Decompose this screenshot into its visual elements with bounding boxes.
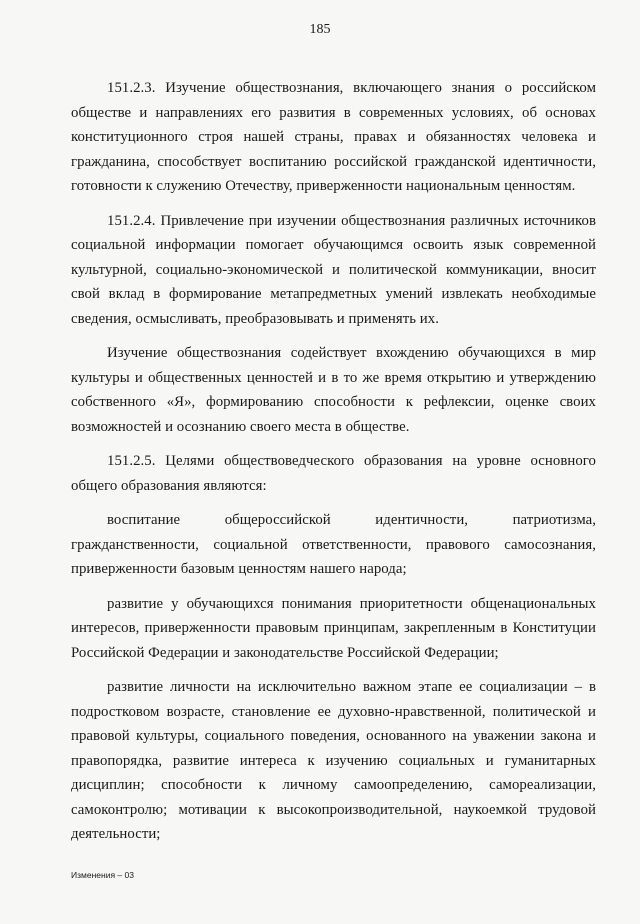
goal-item-national-interests: развитие у обучающихся понимания приоритетности общенациональных интересов, приверженности правовым принципам, закрепленным в Конституции Российской Федерации и законодательстве Российской Федерации; [71,595,596,661]
paragraph-151-2-5: 151.2.5. Целями обществоведческого образования на уровне основного общего образования являются: [71,453,596,494]
page-number: 185 [309,22,331,37]
paragraph-151-2-4: 151.2.4. Привлечение при изучении обществознания различных источников социальной информации помогает обучающимся освоить язык современной культурной, социально-экономической и политической коммуникации, вносит свой вклад в формирование метапредметных умений извлекать необходимые сведения, осмысливать, преобразовывать и применять их. [71,212,596,327]
paragraph-151-2-3: 151.2.3. Изучение обществознания, включающего знания о российском обществе и направлениях его развития в современных условиях, об основах конституционного строя нашей страны, правах и обязанностях человека и гражданина, способствует воспитанию российской гражданской идентичности, готовности к служению Отечеству, приверженности национальным ценностям. [71,80,596,194]
goal-item-identity: воспитание общероссийской идентичности, патриотизма, гражданственности, социальной ответственности, правового самосознания, приверженности базовым ценностям нашего народа; [71,512,596,577]
goal-item-personal-development: развитие личности на исключительно важном этапе ее социализации – в подростковом возрасте, становление ее духовно-нравственной, политической и правовой культуры, социального поведения, основанного на уважении закона и правопорядка, развитие интереса к изучению социальных и гуманитарных дисциплин; способности к личному самоопределению, самореализации, самоконтролю; мотивации к высокопроизводительной, наукоемкой трудовой деятельности; [71,679,596,842]
footer-revision: Изменения – 03 [71,870,134,880]
document-body [71,76,596,857]
paragraph-study-contribution: Изучение обществознания содействует вхождению обучающихся в мир культуры и общественных ценностей и в то же время открытию и утверждению собственного «Я», формированию способности к рефлексии, оценке своих возможностей и осознанию своего места в обществе. [71,345,596,435]
